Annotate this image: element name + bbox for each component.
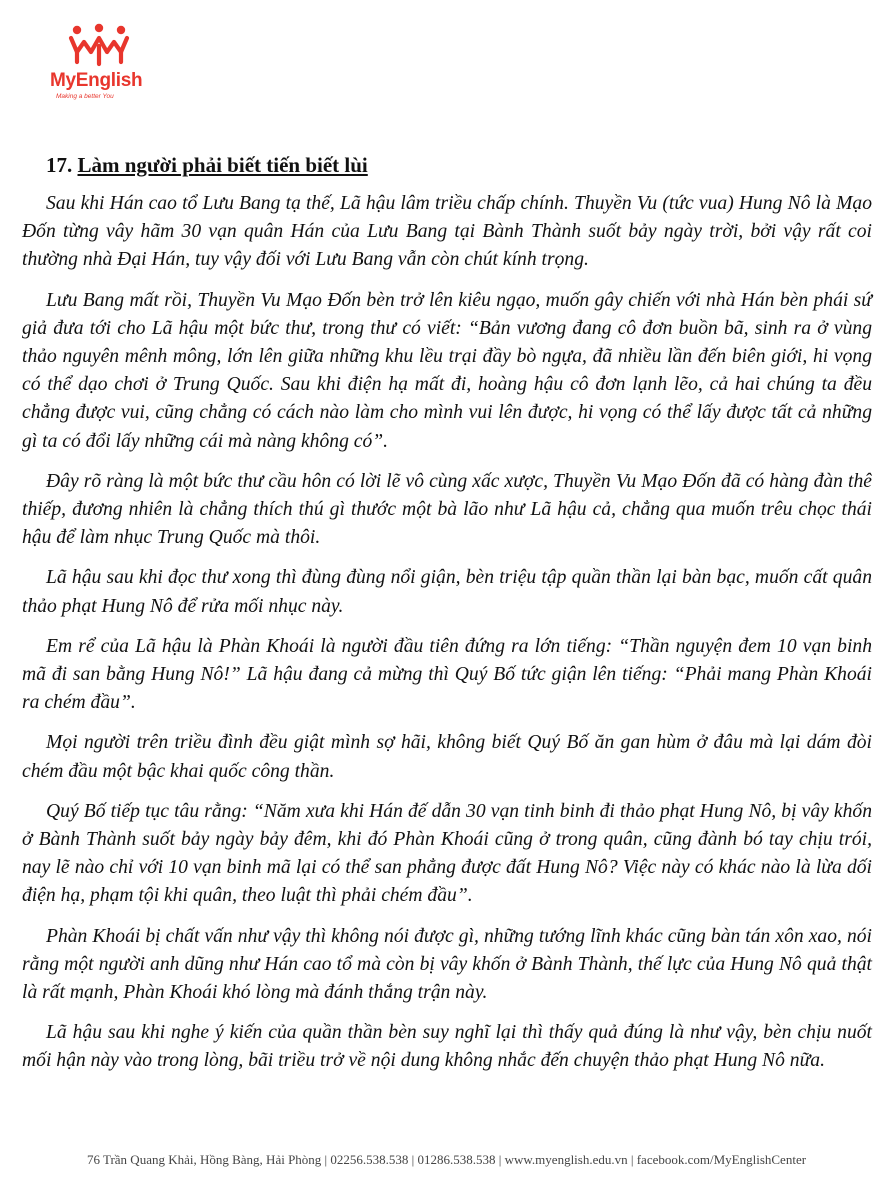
brand-tagline: Making a better You [56,93,114,100]
brand-name: MyEnglish [50,70,143,91]
section-title [46,150,872,180]
paragraph: Lưu Bang mất rồi, Thuyền Vu Mạo Đốn bèn trở lên kiêu ngạo, muốn gây chiến với nhà Hán bèn phái sứ giả đưa tới cho Lã hậu một bức thư, trong thư có viết: “Bản vương đang cô đơn buồn bã, sinh ra ở vùng thảo nguyên mênh mông, lớn lên giữa những khu lều trại đầy bò ngựa, đã nhiều lần đến biên giới, hi vọng có thể dạo chơi ở Trung Quốc. Sau khi điện hạ mất đi, hoàng hậu cô đơn lạnh lẽo, cả hai chúng ta đều chẳng được vui, cũng chẳng có cách nào làm cho mình vui lên được, hi vọng có thể lấy được tất cả những gì ta có đổi lấy những cái mà nàng không có”. [22,289,872,452]
header [48,18,168,98]
paragraph: Em rể của Lã hậu là Phàn Khoái là người đầu tiên đứng ra lớn tiếng: “Thần nguyện đem 10 vạn binh mã đi san bằng Hung Nô!” Lã hậu đang cả mừng thì Quý Bố tức giận lên tiếng: “Phải mang Phàn Khoái ra chém đầu”. [22,635,872,714]
logo-people-icon [68,22,130,68]
paragraph: Quý Bố tiếp tục tâu rằng: “Năm xưa khi Hán đế dẫn 30 vạn tinh binh đi thảo phạt Hung Nô, bị vây khốn ở Bành Thành suốt bảy ngày bảy đêm, khi đó Phàn Khoái cũng ở trong quân, cũng đành bó tay chịu trói, nay lẽ nào chỉ với 10 vạn binh mã lại có thể san phẳng được đất Hung Nô? Việc này có khác nào là lừa dối điện hạ, phạm tội khi quân, theo luật thì phải chém đầu”. [22,800,872,907]
footer-contact: 76 Trần Quang Khải, Hồng Bàng, Hải Phòng | 02256.538.538 | 01286.538.538 | www.myenglish.edu.vn | facebook.com/MyEnglishCenter [86,1152,807,1167]
section-title-text: Làm người phải biết tiến biết lùi [77,153,368,177]
section-number: 17. [46,153,73,177]
paragraph: Mọi người trên triều đình đều giật mình sợ hãi, không biết Quý Bố ăn gan hùm ở đâu mà lại dám đòi chém đầu một bậc khai quốc công thần. [22,732,872,782]
document-body [22,150,872,1088]
paragraph: Đây rõ ràng là một bức thư cầu hôn có lời lẽ vô cùng xấc xược, Thuyền Vu Mạo Đốn đã có hàng đàn thê thiếp, đương nhiên là chẳng thích thú gì thước một bà lão như Lã hậu cả, chẳng qua muốn trêu chọc thái hậu để làm nhục Trung Quốc mà thôi. [22,470,872,549]
paragraph: Lã hậu sau khi nghe ý kiến của quần thần bèn suy nghĩ lại thì thấy quả đúng là như vậy, bèn chịu nuốt mối hận này vào trong lòng, bãi triều trở về nội dung không nhắc đến chuyện thảo phạt Hung Nô nữa. [22,1022,872,1072]
paragraph: Lã hậu sau khi đọc thư xong thì đùng đùng nổi giận, bèn triệu tập quần thần lại bàn bạc, muốn cất quân thảo phạt Hung Nô để rửa mối nhục này. [22,567,872,617]
paragraph: Sau khi Hán cao tổ Lưu Bang tạ thế, Lã hậu lâm triều chấp chính. Thuyền Vu (tức vua) Hung Nô là Mạo Đốn từng vây hãm 30 vạn quân Hán của Lưu Bang tại Bành Thành suốt bảy ngày trời, bởi vậy rất coi thường nhà Đại Hán, tuy vậy đối với Lưu Bang vẫn còn chút kính trọng. [22,193,872,271]
paragraph: Phàn Khoái bị chất vấn như vậy thì không nói được gì, những tướng lĩnh khác cũng bàn tán xôn xao, nói rằng một người anh dũng như Hán cao tổ mà còn bị vây khốn ở Bành Thành, thế lực của Hung Nô quả thật là rất mạnh, Phàn Khoái khó lòng mà đánh thắng trận này. [22,925,872,1004]
